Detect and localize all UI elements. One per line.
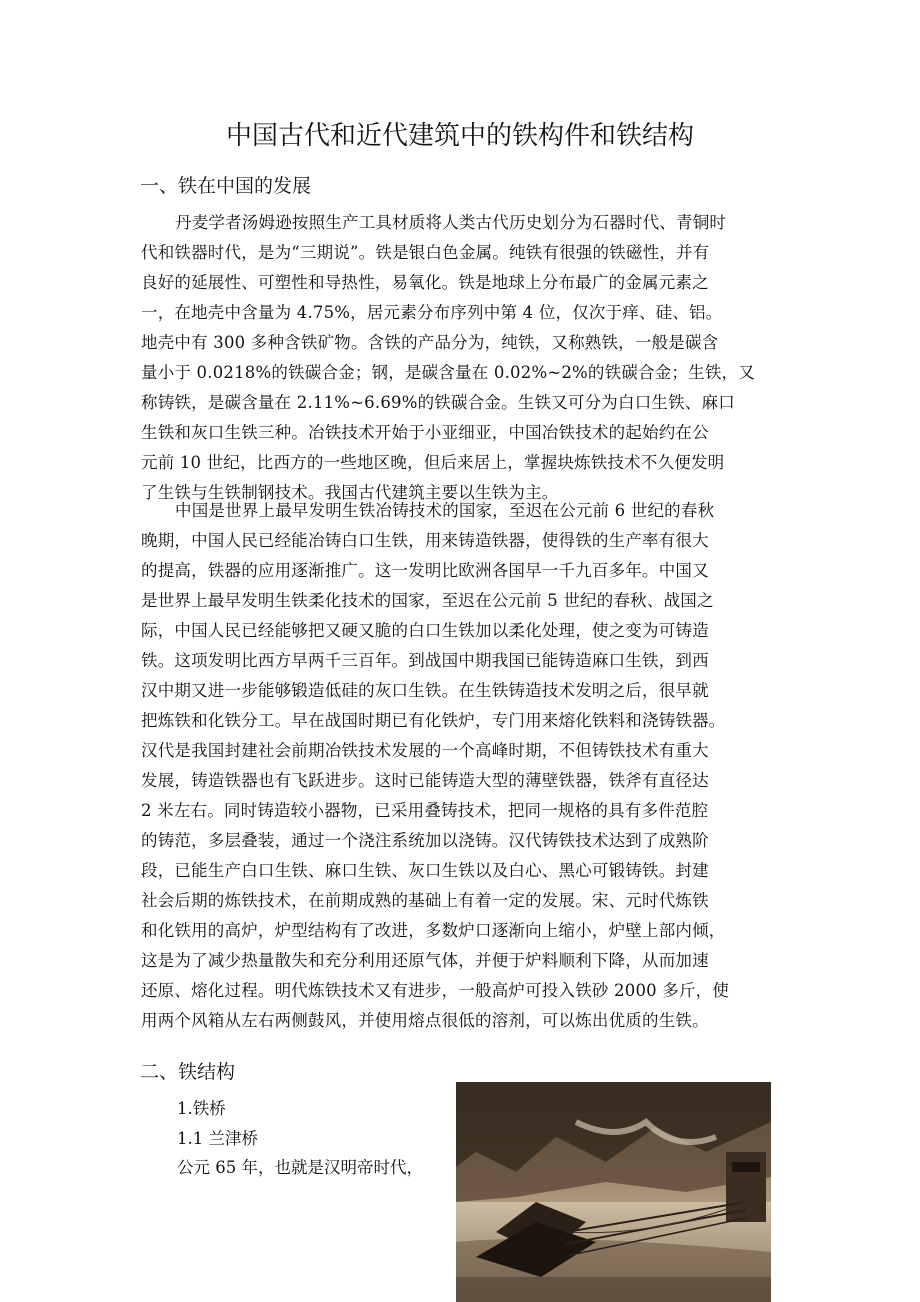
text-line: 的提高，铁器的应用逐渐推广。这一发明比欧洲各国早一千九百多年。中国又 bbox=[141, 561, 709, 580]
bridge-photo bbox=[456, 1082, 771, 1302]
text-line: 社会后期的炼铁技术，在前期成熟的基础上有着一定的发展。宋、元时代炼铁 bbox=[141, 891, 709, 910]
text-line: 发展，铸造铁器也有飞跃进步。这时已能铸造大型的薄壁铁器，铁斧有直径达 bbox=[141, 771, 709, 790]
text-line: 铁。这项发明比西方早两千三百年。到战国中期我国已能铸造麻口生铁，到西 bbox=[141, 651, 709, 670]
text-line: 段，已能生产白口生铁、麻口生铁、灰口生铁以及白心、黑心可锻铸铁。封建 bbox=[141, 861, 709, 880]
paragraph-2 bbox=[141, 496, 781, 1036]
text-line: 汉中期又进一步能够锻造低硅的灰口生铁。在生铁铸造技术发明之后，很早就 bbox=[141, 681, 709, 700]
text-line: 的铸范，多层叠装，通过一个浇注系统加以浇铸。汉代铸铁技术达到了成熟阶 bbox=[141, 831, 709, 850]
text-line: 晚期，中国人民已经能冶铸白口生铁，用来铸造铁器，使得铁的生产率有很大 bbox=[141, 531, 709, 550]
text-line: 量小于 0.0218%的铁碳合金；钢，是碳含量在 0.02%~2%的铁碳合金；生铁，又 bbox=[141, 363, 755, 382]
text-line: 地壳中有 300 多种含铁矿物。含铁的产品分为，纯铁，又称熟铁，一般是碳含 bbox=[141, 333, 719, 352]
text-line: 这是为了减少热量散失和充分利用还原气体，并便于炉料顺利下降，从而加速 bbox=[141, 951, 709, 970]
paragraph-1 bbox=[141, 208, 781, 508]
text-line: 生铁和灰口生铁三种。冶铁技术开始于小亚细亚，中国冶铁技术的起始约在公 bbox=[141, 423, 709, 442]
text-line: 际，中国人民已经能够把又硬又脆的白口生铁加以柔化处理，使之变为可铸造 bbox=[141, 621, 709, 640]
text-line: 中国是世界上最早发明生铁冶铸技术的国家，至迟在公元前 6 世纪的春秋 bbox=[175, 501, 715, 520]
text-line: 2 米左右。同时铸造较小器物，已采用叠铸技术，把同一规格的具有多件范腔 bbox=[141, 801, 709, 820]
text-line: 用两个风箱从左右两侧鼓风，并使用熔点很低的溶剂，可以炼出优质的生铁。 bbox=[141, 1011, 709, 1030]
section-heading-1: 一、铁在中国的发展 bbox=[140, 175, 312, 197]
text-line: 是世界上最早发明生铁柔化技术的国家，至迟在公元前 5 世纪的春秋、战国之 bbox=[141, 591, 714, 610]
text-line: 元前 10 世纪，比西方的一些地区晚，但后来居上，掌握块炼铁技术不久便发明 bbox=[141, 453, 725, 472]
text-line: 称铸铁，是碳含量在 2.11%~6.69%的铁碳合金。生铁又可分为白口生铁、麻口 bbox=[141, 393, 735, 412]
text-line: 汉代是我国封建社会前期冶铁技术发展的一个高峰时期，不但铸铁技术有重大 bbox=[141, 741, 709, 760]
text-line: 了生铁与生铁制钢技术。我国古代建筑主要以生铁为主。 bbox=[141, 483, 559, 502]
page-title: 中国古代和近代建筑中的铁构件和铁结构 bbox=[225, 121, 694, 151]
subheading-iron-bridge: 1.铁桥 bbox=[177, 1099, 226, 1118]
text-line: 把炼铁和化铁分工。早在战国时期已有化铁炉，专门用来熔化铁料和浇铸铁器。 bbox=[141, 711, 726, 730]
text-line: 和化铁用的高炉，炉型结构有了改进，多数炉口逐渐向上缩小，炉壁上部内倾， bbox=[141, 921, 726, 940]
text-line: 丹麦学者汤姆逊按照生产工具材质将人类古代历史划分为石器时代、青铜时 bbox=[175, 213, 727, 232]
text-line: 一，在地壳中含量为 4.75%，居元素分布序列中第 4 位，仅次于痒、硅、铝。 bbox=[141, 303, 723, 322]
text-line: 还原、熔化过程。明代炼铁技术又有进步，一般高炉可投入铁砂 2000 多斤，使 bbox=[141, 981, 730, 1000]
section-heading-2: 二、铁结构 bbox=[140, 1061, 236, 1083]
subheading-lanjin-bridge: 1.1 兰津桥 bbox=[177, 1129, 258, 1148]
text-line: 良好的延展性、可塑性和导热性，易氧化。铁是地球上分布最广的金属元素之 bbox=[141, 273, 709, 292]
text-line: 代和铁器时代，是为“三期说”。铁是银白色金属。纯铁有很强的铁磁性，并有 bbox=[141, 243, 710, 262]
text-line: 公元 65 年，也就是汉明帝时代， bbox=[177, 1158, 423, 1177]
